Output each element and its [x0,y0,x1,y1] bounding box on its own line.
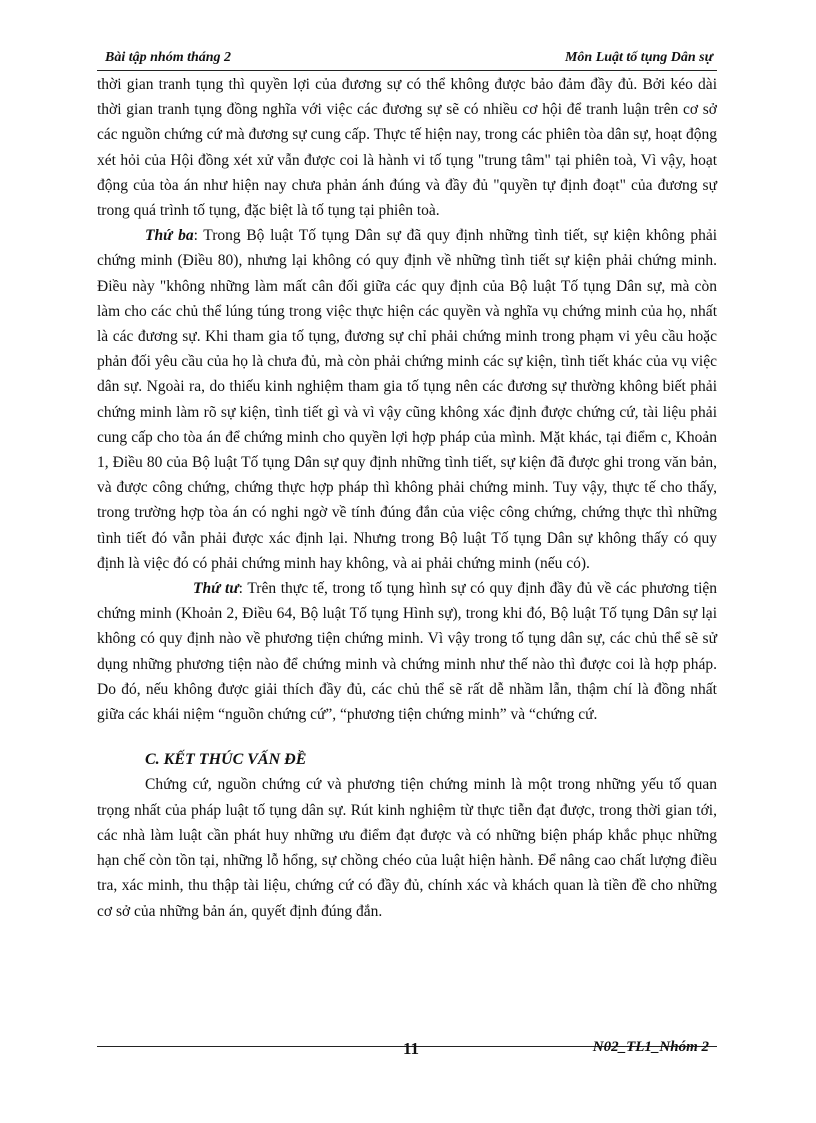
paragraph-continuation: thời gian tranh tụng thì quyền lợi của đương sự có thể không được bảo đảm đầy đủ. Bởi kéo dài thời gian tranh tụng đồng nghĩa với việc các đương sự sẽ có nhiều cơ hội để tranh luận trên cơ sở các nguồn chứng cứ mà đương sự cung cấp. Thực tế hiện nay, trong các phiên tòa dân sự, hoạt động xét hỏi của Hội đồng xét xử vẫn được coi là hành vi tố tụng "trung tâm" tại phiên toà, Vì vậy, hoạt động của tòa án như hiện nay chưa phản ánh đúng và đầy đủ "quyền tự định đoạt" của đương sự trong quá trình tố tụng, đặc biệt là tố tụng tại phiên toà. [97,76,717,220]
paragraph-thu-tu [97,576,717,727]
paragraph-conclusion: Chứng cứ, nguồn chứng cứ và phương tiện chứng minh là một trong những yếu tố quan trọng nhất của pháp luật tố tụng dân sự. Rút kinh nghiệm từ thực tiễn đạt được, trong thời gian tới, các nhà làm luật cần phát huy những ưu điểm đạt được và có những biện pháp khắc phục những hạn chế còn tồn tại, những lỗ hổng, sự chồng chéo của luật hiện hành. Để nâng cao chất lượng điều tra, xác minh, thu thập tài liệu, chứng cứ có đầy đủ, chính xác và khách quan là tiền đề cho những cơ sở của những bản án, quyết định đúng đắn. [97,776,717,920]
paragraph-thu-ba-text: : Trong Bộ luật Tố tụng Dân sự đã quy định những tình tiết, sự kiện không phải chứng minh (Điều 80), nhưng lại không có quy định về những tình tiết sự kiện phải chứng minh. Điều này "không những làm mất cân đối giữa các quy định của Bộ luật Tố tụng Dân sự, mà còn làm cho các chủ thể lúng túng trong việc thực hiện các quyền và nghĩa vụ chứng minh của họ, nhất là các đương sự. Khi tham gia tố tụng, đương sự chỉ phải chứng minh trong phạm vi yêu cầu hoặc phản đối yêu cầu của họ là chưa đủ, mà còn phải chứng minh các sự kiện, tình tiết khác của vụ việc dân sự. Ngoài ra, do thiếu kinh nghiệm tham gia tố tụng nên các đương sự thường không biết phải chứng minh làm rõ sự kiện, tình tiết gì và vì vậy cũng không xác định được chứng cứ, tài liệu phải cung cấp cho tòa án để chứng minh cho quyền lợi hợp pháp của mình. Mặt khác, tại điểm c, Khoản 1, Điều 80 của Bộ luật Tố tụng Dân sự quy định những tình tiết, sự kiện đã được ghi trong văn bản, và được công chứng, chứng thực hợp pháp thì không phải chứng minh. Tuy vậy, thực tế cho thấy, trong trường hợp tòa án có nghi ngờ về tính đúng đắn của việc công chứng, chứng thực thì những tình tiết đó vẫn phải được xác định lại. Nhưng trong Bộ luật Tố tụng Dân sự không thấy có quy định là việc đó có phải chứng minh hay không, và ai phải chứng minh (nếu có). [97,227,718,572]
section-title: C. KẾT THÚC VẤN ĐỀ [145,751,307,769]
document-body [97,72,717,924]
header-right-title: Môn Luật tố tụng Dân sự [564,50,713,65]
paragraph-lead-thu-tu: Thứ tư [193,580,239,598]
page-footer [97,1039,717,1071]
page-number: 11 [403,1039,420,1058]
paragraph-lead-thu-ba: Thứ ba [145,227,194,245]
header-left-title: Bài tập nhóm tháng 2 [105,50,232,65]
paragraph-thu-tu-text: : Trên thực tế, trong tố tụng hình sự có quy định đầy đủ về các phương tiện chứng minh (Khoản 2, Điều 64, Bộ luật Tố tụng Hình sự), trong khi đó, Bộ luật Tố tụng Dân sự lại không có quy định nào về phương tiện chứng minh. Vì vậy trong tố tụng dân sự, các chủ thể sẽ sử dụng những phương tiện nào để chứng minh và chứng minh như thế nào thì được coi là hợp pháp. Do đó, nếu không được giải thích đầy đủ, các chủ thể sẽ rất dễ nhầm lẫn, thậm chí là đồng nhất giữa các khái niệm “nguồn chứng cứ”, “phương tiện chứng minh” và “chứng cứ. [97,580,718,724]
page-header [97,48,717,71]
paragraph-thu-ba [97,223,717,576]
footer-group-label: N02_TL1_Nhóm 2 [592,1039,709,1055]
